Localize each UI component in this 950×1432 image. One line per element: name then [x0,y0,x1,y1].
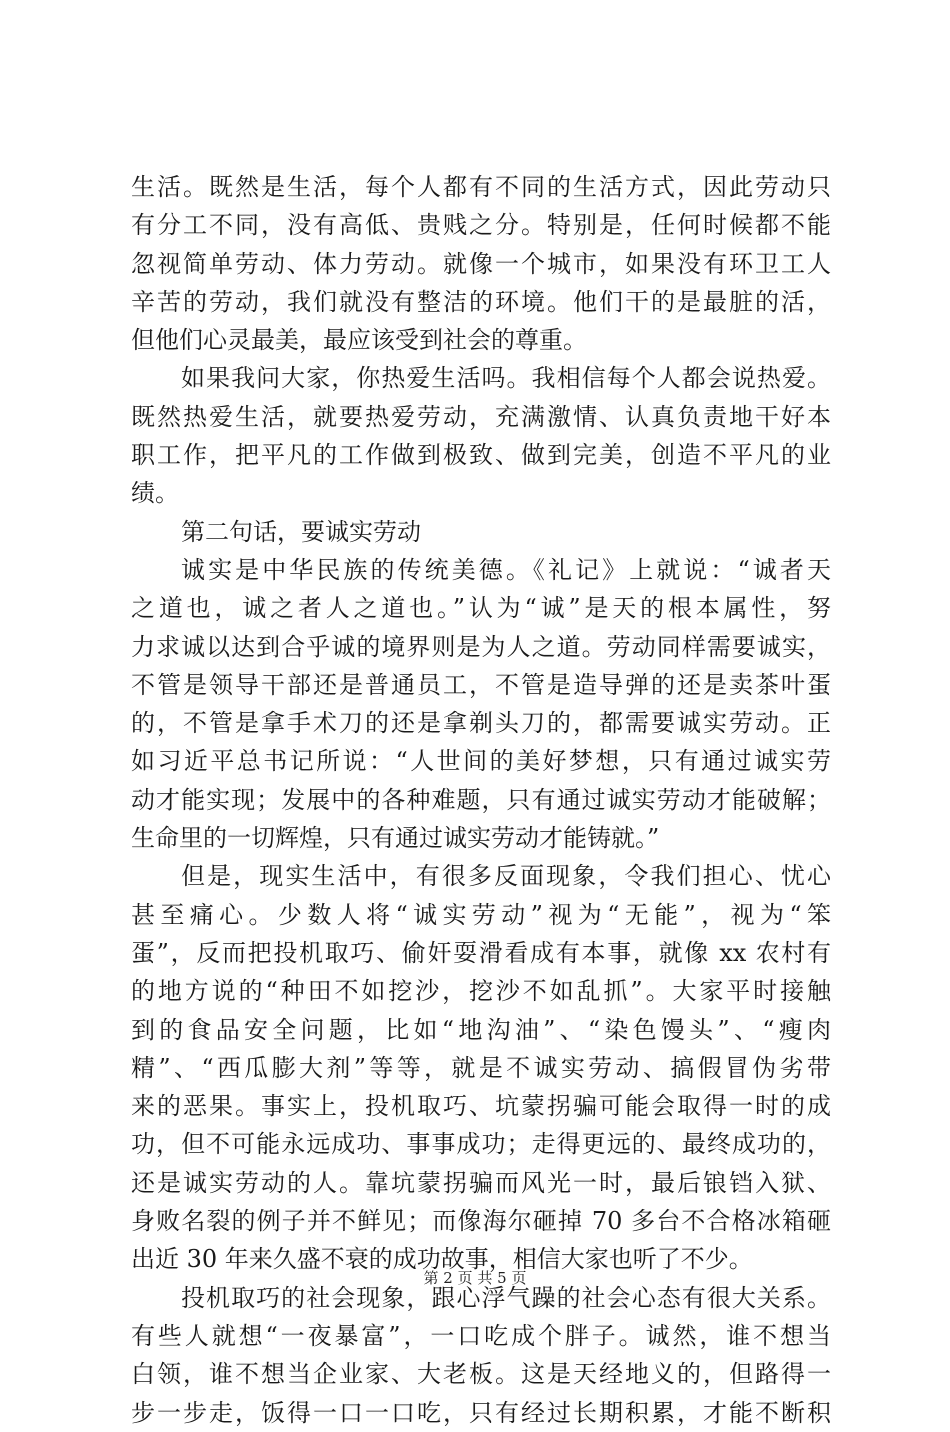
text-line: 的，不管是拿手术刀的还是拿剃头刀的，都需要诚实劳动。正 [131,709,831,738]
text-line: 白领，谁不想当企业家、大老板。这是天经地义的，但路得一 [131,1360,831,1389]
text-line: 生活。既然是生活，每个人都有不同的生活方式，因此劳动只 [131,173,831,201]
text-line: 诚实是中华民族的传统美德。《礼记》上就说：“诚者天 [181,555,831,584]
text-line: 职工作，把平凡的工作做到极致、做到完美，创造不平凡的业 [131,441,831,470]
text-line: 力求诚以达到合乎诚的境界则是为人之道。劳动同样需要诚实， [131,632,831,661]
text-line: 精”、“西瓜膨大剂”等等，就是不诚实劳动、搞假冒伪劣带 [131,1053,831,1082]
text-line: 之道也，诚之者人之道也。”认为“诚”是天的根本属性，努 [131,594,831,623]
text-line: 的地方说的“种田不如挖沙，挖沙不如乱抓”。大家平时接触 [131,977,831,1006]
text-line: 但他们心灵最美，最应该受到社会的尊重。 [131,326,587,355]
text-line: 绩。 [131,479,179,508]
text-line: 有分工不同，没有高低、贵贱之分。特别是，任何时候都不能 [131,211,831,240]
text-line: 但是，现实生活中，有很多反面现象，令我们担心、忧心 [181,862,831,891]
text-line: 出近 30 年来久盛不衰的成功故事，相信大家也听了不少。 [131,1245,753,1274]
text-line: 忽视简单劳动、体力劳动。就像一个城市，如果没有环卫工人 [131,249,831,278]
text-line: 身败名裂的例子并不鲜见；而像海尔砸掉 70 多台不合格冰箱砸 [131,1207,831,1236]
text-line: 功，但不可能永远成功、事事成功；走得更远的、最终成功的， [131,1130,831,1159]
text-line: 生命里的一切辉煌，只有通过诚实劳动才能铸就。” [131,824,660,853]
text-line: 来的恶果。事实上，投机取巧、坑蒙拐骗可能会取得一时的成 [131,1092,831,1121]
text-line: 还是诚实劳动的人。靠坑蒙拐骗而风光一时，最后锒铛入狱、 [131,1168,831,1197]
body-text [131,168,831,1432]
text-line: 甚至痛心。少数人将“诚实劳动”视为“无能”，视为“笨 [131,900,831,929]
text-line: 动才能实现；发展中的各种难题，只有通过诚实劳动才能破解； [131,785,831,814]
text-line: 如习近平总书记所说：“人世间的美好梦想，只有通过诚实劳 [131,747,831,776]
text-line: 不管是领导干部还是普通员工，不管是造导弹的还是卖茶叶蛋 [131,670,831,699]
text-line: 蛋”，反而把投机取巧、偷奸耍滑看成有本事，就像 xx 农村有 [131,938,831,967]
page-footer: 第 2 页 共 5 页 [423,1269,527,1287]
text-line: 第二句话，要诚实劳动 [181,517,421,546]
text-line: 辛苦的劳动，我们就没有整洁的环境。他们干的是最脏的活， [131,287,831,316]
text-line: 到的食品安全问题，比如“地沟油”、“染色馒头”、“瘦肉 [131,1015,831,1044]
text-line: 有些人就想“一夜暴富”，一口吃成个胖子。诚然，谁不想当 [131,1321,831,1350]
text-line: 既然热爱生活，就要热爱劳动，充满激情、认真负责地干好本 [131,402,831,431]
text-line: 步一步走，饭得一口一口吃，只有经过长期积累，才能不断积 [131,1398,831,1427]
text-line: 如果我问大家，你热爱生活吗。我相信每个人都会说热爱。 [181,364,831,393]
text-line: 投机取巧的社会现象，跟心浮气躁的社会心态有很大关系。 [181,1283,831,1312]
